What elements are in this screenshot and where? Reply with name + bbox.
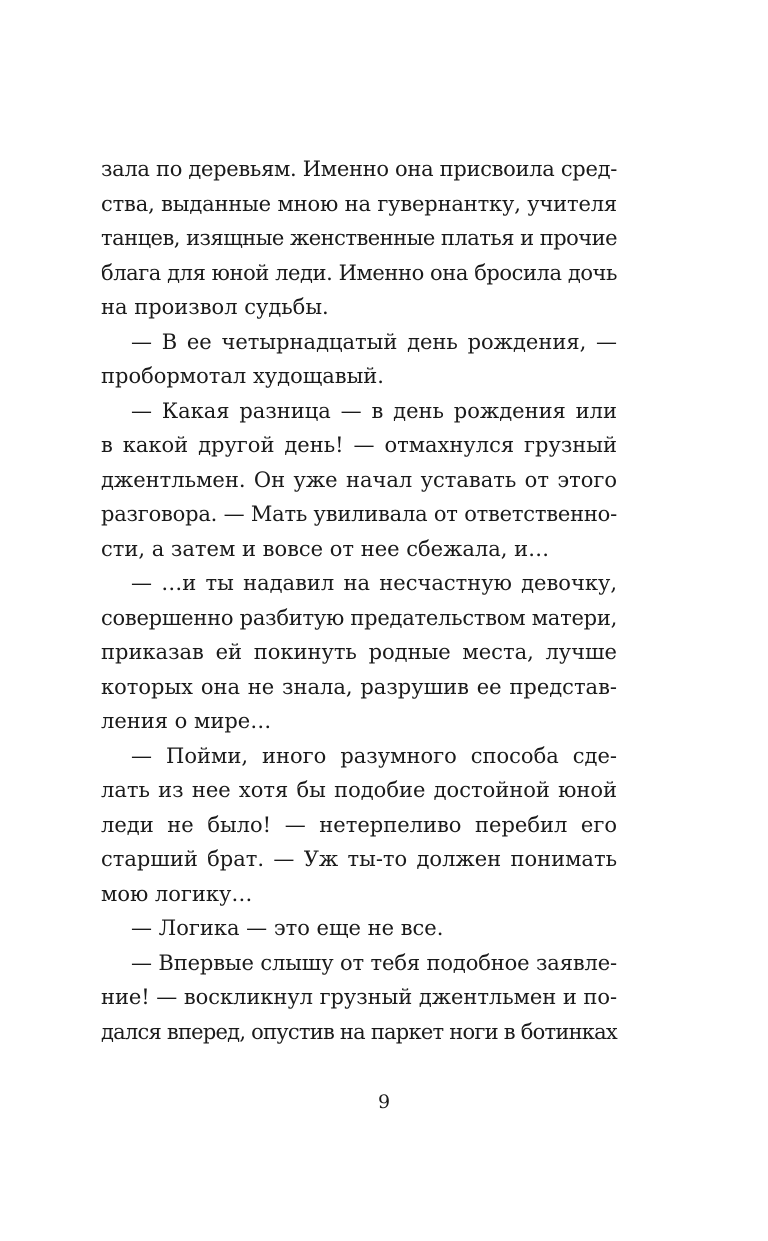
text-line: пробормотал худощавый. [101,364,384,388]
text-line: зала по деревьям. Именно она присвоила сред- [101,157,617,181]
text-line: на произвол судьбы. [101,295,329,319]
text-line: танцев, изящные женственные платья и прочие [101,226,617,250]
text-line: — Впервые слышу от тебя подобное заявле- [131,950,617,975]
text-line: джентльмен. Он уже начал уставать от этого [101,467,617,492]
text-line: мою логику… [101,881,253,906]
text-line: приказав ей покинуть родные места, лучше [101,640,617,664]
text-line: — Пойми, иного разумного способа сде- [131,743,617,768]
text-line: ства, выданные мною на гувернантку, учителя [101,191,617,216]
text-line: старший брат. — Уж ты-то должен понимать [101,847,617,871]
text-line: — …и ты надавил на несчастную девочку, [131,571,617,595]
text-line: — Какая разница — в день рождения или [131,398,617,423]
text-line: сти, а затем и вовсе от нее сбежала, и… [101,536,550,561]
text-line: разговора. — Мать увиливала от ответственно- [101,502,617,526]
page-number: 9 [377,1091,391,1113]
text-line: леди не было! — нетерпеливо перебил его [101,812,617,837]
text-line: — Логика — это еще не все. [131,916,444,940]
page-body-text [101,152,617,1049]
text-line: дался вперед, опустив на паркет ноги в ботинках [101,1019,617,1044]
text-line: совершенно разбитую предательством матери, [101,605,617,630]
text-line: в какой другой день! — отмахнулся грузный [101,433,617,457]
text-line: ние! — воскликнул грузный джентльмен и по- [101,985,618,1009]
text-line: лать из нее хотя бы подобие достойной юной [101,778,617,802]
text-line: которых она не знала, разрушив ее представ- [101,674,617,699]
text-line: блага для юной леди. Именно она бросила дочь [101,260,618,285]
text-line: — В ее четырнадцатый день рождения, — [131,329,617,354]
text-line: ления о мире… [101,709,272,733]
